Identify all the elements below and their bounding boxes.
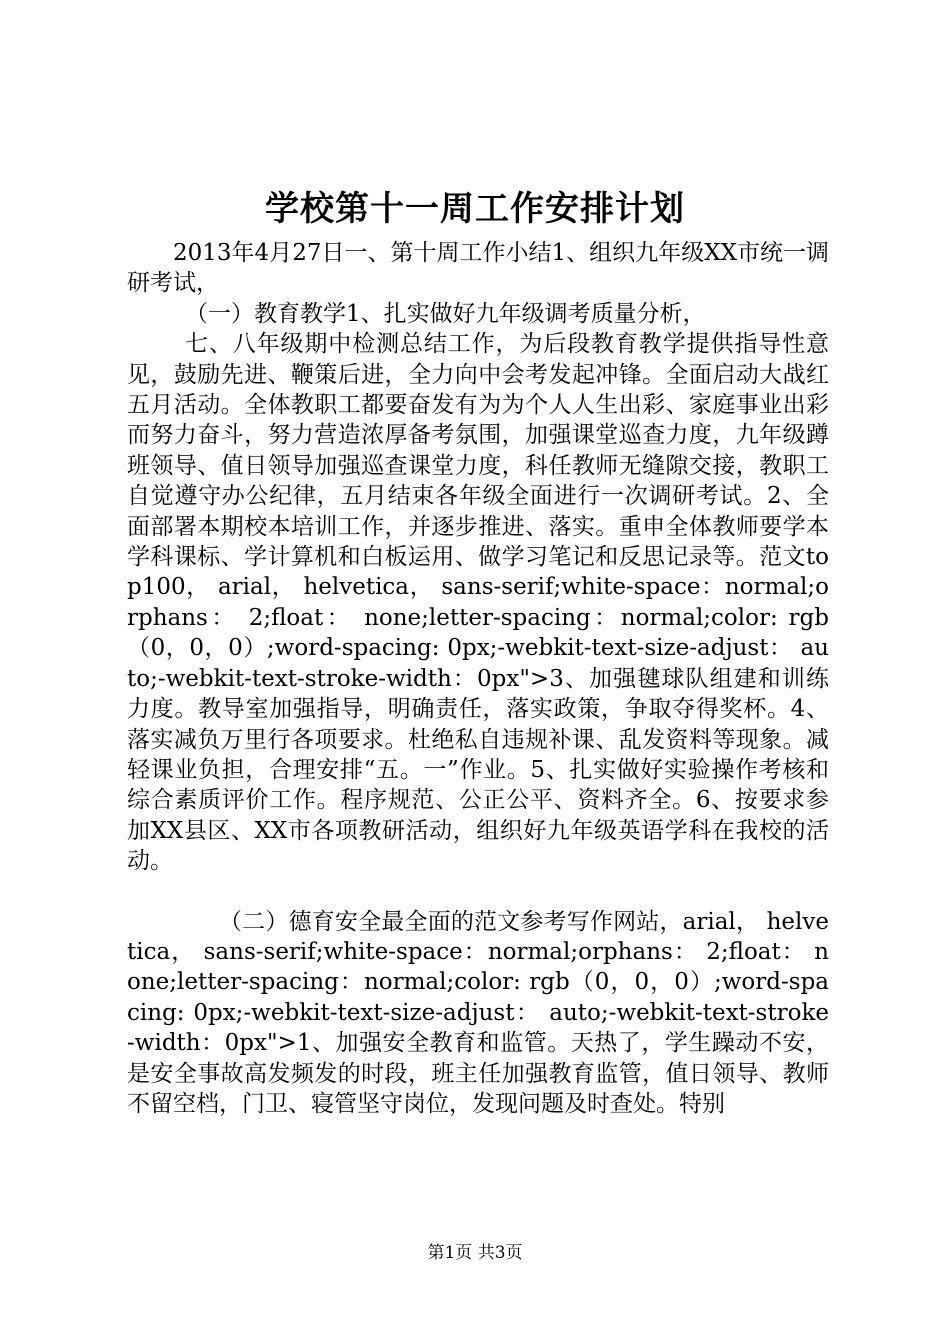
paragraph-1: 2013年4月27日一、第十周工作小结1、组织九年级XX市统一调研考试， [127, 240, 829, 297]
paragraph-2: （一）教育教学1、扎实做好九年级调考质量分析， [185, 300, 706, 327]
document-body [127, 238, 829, 1119]
page-number-footer: 第1页 共3页 [427, 1243, 523, 1263]
paragraph-gap [127, 877, 829, 907]
paragraph-4: （二）德育安全最全面的范文参考写作网站，arial， helvetica， sans-serif;white-space：normal;orphans： 2;float： none;letter-spacing：normal;color: rgb（0，0，0）;word-spacing: 0px;-webkit-text-size-adjust： auto;-webkit-text-stroke-width：0px">1、加强安全教育和监管。天热了，学生躁动不安，是安全事故高发频发的时段，班主任加强教育监管，值日领导、教师不留空档，门卫、寝管坚守岗位，发现问题及时查处。特别 [127, 908, 829, 1117]
paragraph-3: 七、八年级期中检测总结工作，为后段教育教学提供指导性意见，鼓励先进、鞭策后进，全力向中会考发起冲锋。全面启动大战红五月活动。全体教职工都要奋发有为为个人人生出彩、家庭事业出彩而努力奋斗，努力营造浓厚备考氛围，加强课堂巡查力度，九年级蹲班领导、值日领导加强巡查课堂力度，科任教师无缝隙交接，教职工自觉遵守办公纪律，五月结束各年级全面进行一次调研考试。2、全面部署本期校本培训工作，并逐步推进、落实。重申全体教师要学本学科课标、学计算机和白板运用、做学习笔记和反思记录等。范文top100， arial， helvetica， sans-serif;white-space：normal;orphans： 2;float： none;letter-spacing：normal;color: rgb（0，0，0）;word-spacing: 0px;-webkit-text-size-adjust： auto;-webkit-text-stroke-width：0px">3、加强毽球队组建和训练力度。教导室加强指导，明确责任，落实政策，争取夺得奖杯。4、落实减负万里行各项要求。杜绝私自违规补课、乱发资料等现象。减轻课业负担，合理安排“五。一”作业。5、扎实做好实验操作考核和综合素质评价工作。程序规范、公正公平、资料齐全。6、按要求参加XX县区、XX市各项教研活动，组织好九年级英语学科在我校的活动。 [127, 331, 829, 875]
document-title: 学校第十一周工作安排计划 [265, 189, 685, 229]
